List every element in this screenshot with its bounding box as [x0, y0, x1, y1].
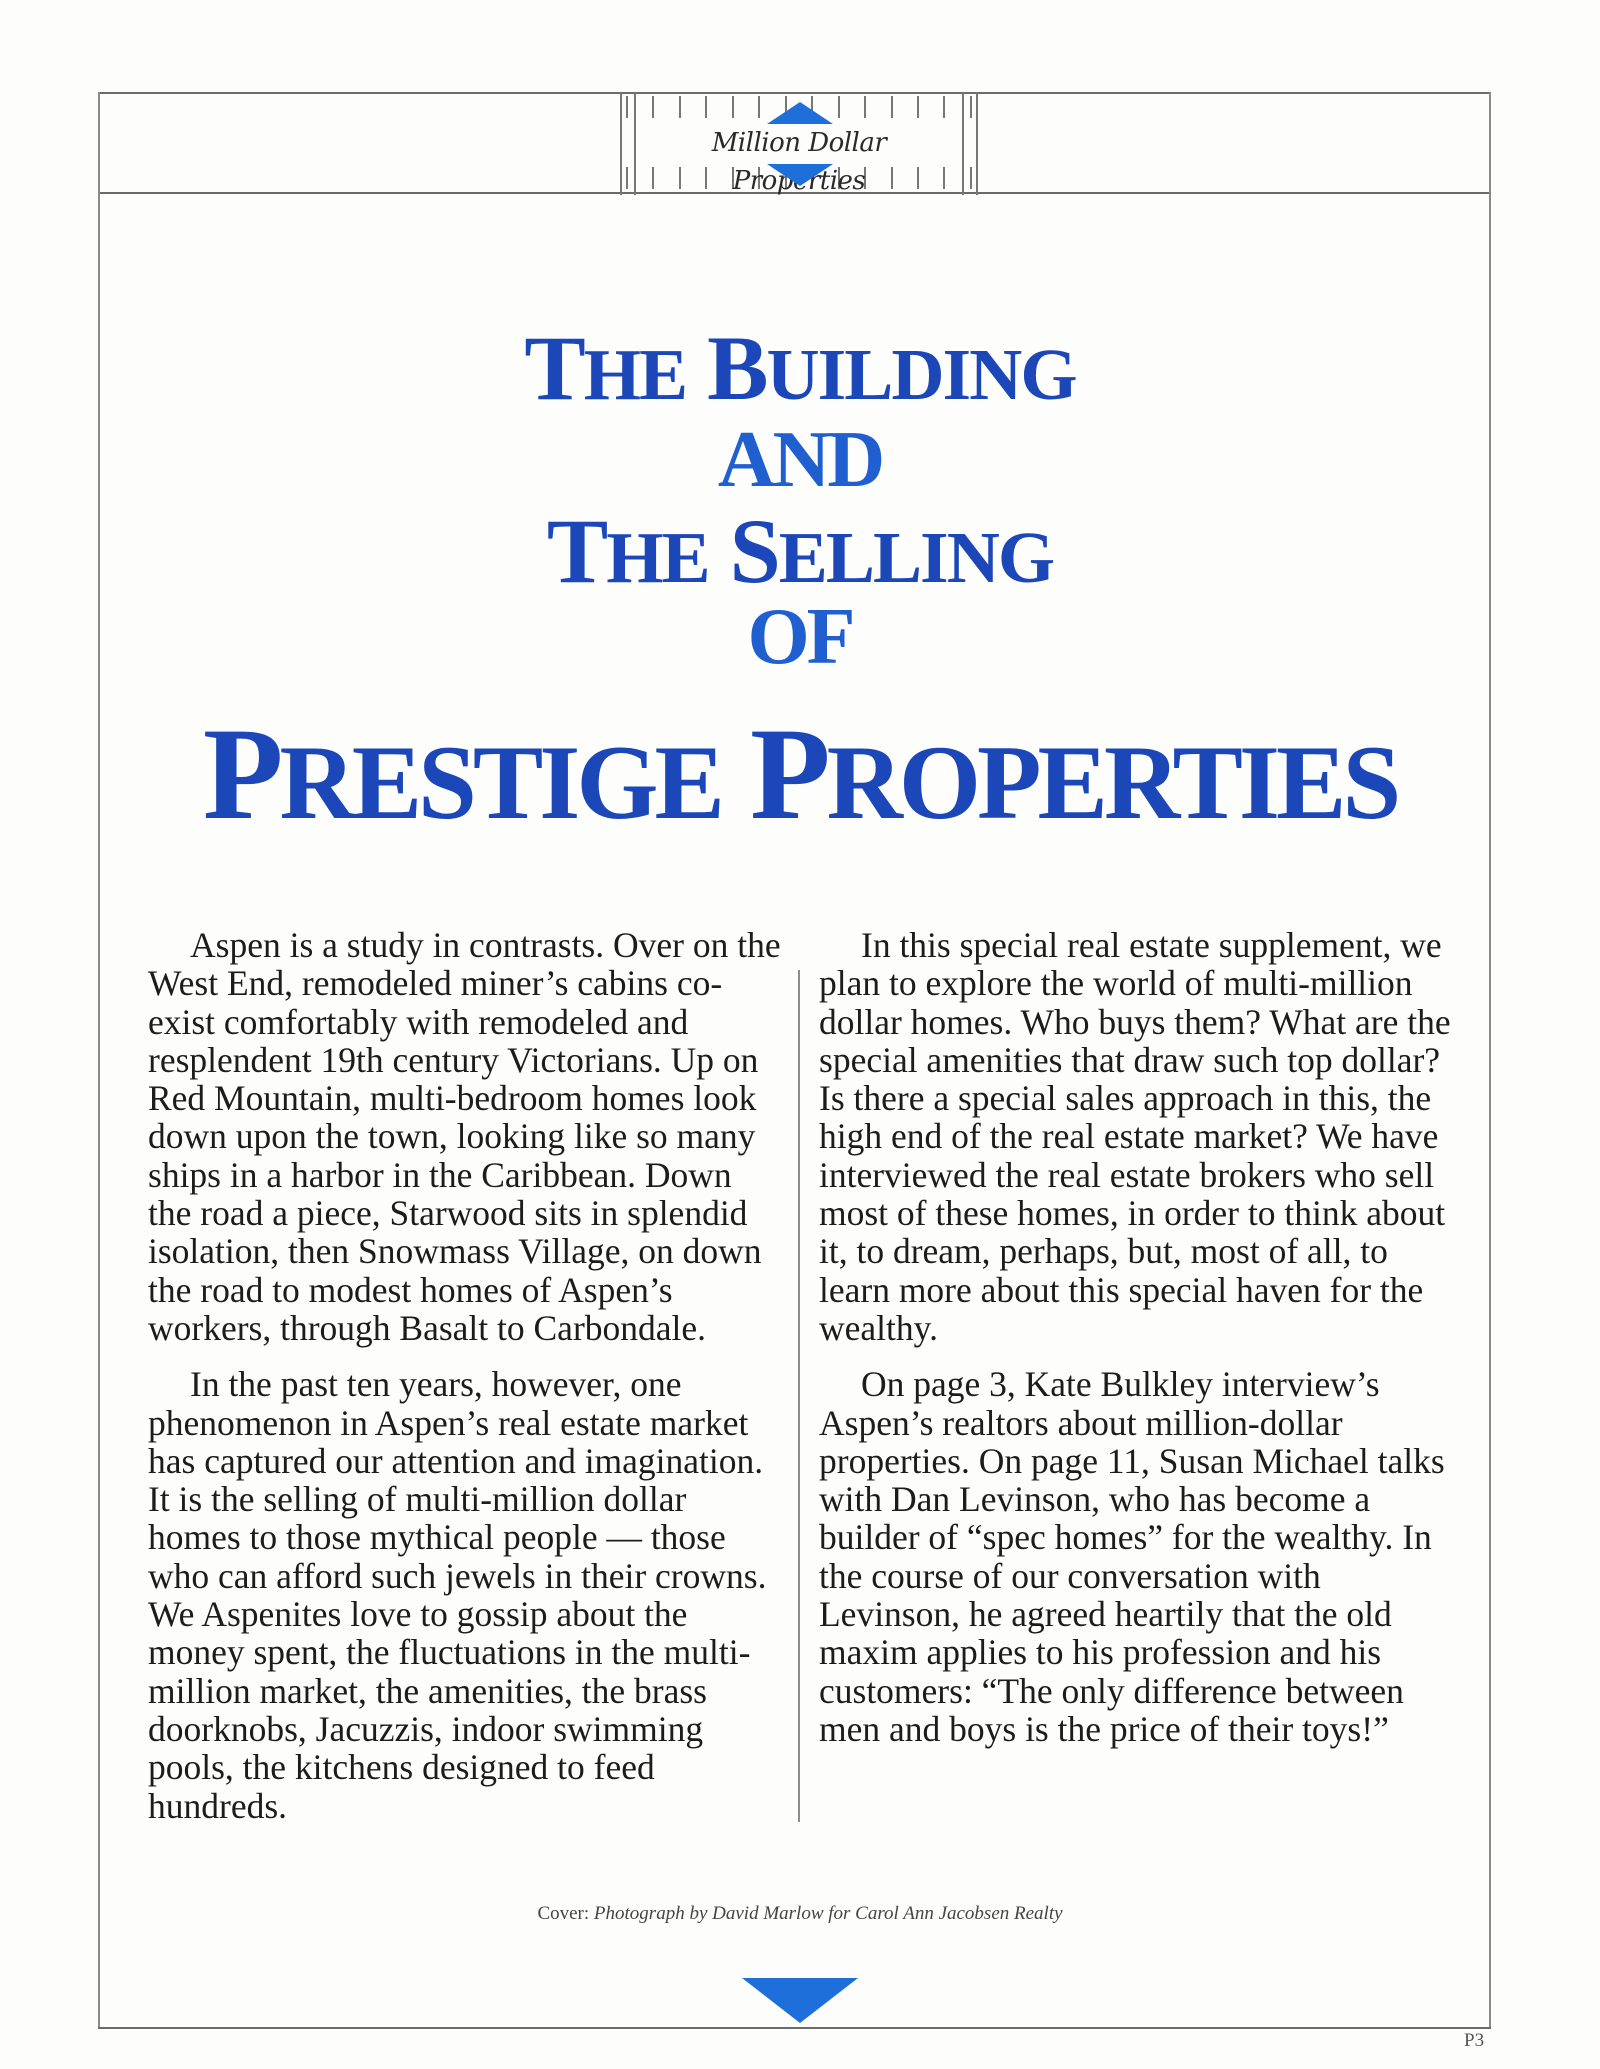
headline-line-1: THE BUILDING: [524, 317, 1076, 419]
page-number: P3: [1464, 2030, 1485, 2051]
article-column-left: [148, 926, 783, 1843]
triangle-up-icon: [767, 102, 833, 124]
triangle-down-icon: [742, 1978, 858, 2023]
article-paragraph: On page 3, Kate Bulkley interview’s Aspen’s realtors about million-dollar properties. On page 11, Susan Michael talks with Dan Levinson, who has become a builder of “spec homes” for the wealthy. In the course of our conversation with Levinson, he agreed heartily that the old maxim applies to his profession and his customers: “The only difference between men and boys is the price of their toys!”: [819, 1364, 1445, 1749]
headline-line-4: OF: [747, 593, 853, 681]
article-paragraph: In the past ten years, however, one phenomenon in Aspen’s real estate market has captured our attention and imagination. It is the selling of multi-million dollar homes to those mythical people — those who can afford such jewels in their crowns. We Aspenites love to gossip about the money spent, the fluctuations in the multi-million market, the amenities, the brass doorknobs, Jacuzzis, indoor swimming pools, the kitchens designed to feed hundreds.: [148, 1364, 767, 1826]
headline-line-2: AND: [717, 416, 883, 504]
column-divider: [798, 970, 800, 1822]
caption-label: Cover:: [537, 1903, 590, 1924]
article-paragraph: Aspen is a study in contrasts. Over on the West End, remodeled miner’s cabins co-exist comfortably with remodeled and resplendent 19th century Victorians. Up on Red Mountain, multi-bedroom homes look down upon the town, looking like so many ships in a harbor in the Caribbean. Down the road a piece, Starwood sits in splendid isolation, then Snowmass Village, on down the road to modest homes of Aspen’s workers, through Basalt to Carbondale.: [148, 925, 781, 1348]
article-column-right: [819, 926, 1459, 1766]
article-paragraph: In this special real estate supplement, we plan to explore the world of multi-million dollar homes. Who buys them? What are the special amenities that draw such top dollar? Is there a special sales approach in this, the high end of the real estate market? We have interviewed the real estate brokers who sell most of these homes, in order to think about it, to dream, perhaps, but, most of all, to learn more about this special haven for the wealthy.: [819, 925, 1451, 1348]
headline-line-5: PRESTIGE PROPERTIES: [202, 700, 1398, 847]
headline-line-3: THE SELLING: [546, 500, 1054, 602]
caption-credit: Photograph by David Marlow for Carol Ann Jacobsen Realty: [593, 1903, 1063, 1924]
cover-caption: [0, 1903, 1600, 1925]
triangle-down-icon: [767, 164, 833, 186]
section-label: Million Dollar Properties: [642, 124, 956, 162]
section-badge: [620, 92, 978, 195]
frame-rule-bottom: [98, 2027, 1491, 2029]
